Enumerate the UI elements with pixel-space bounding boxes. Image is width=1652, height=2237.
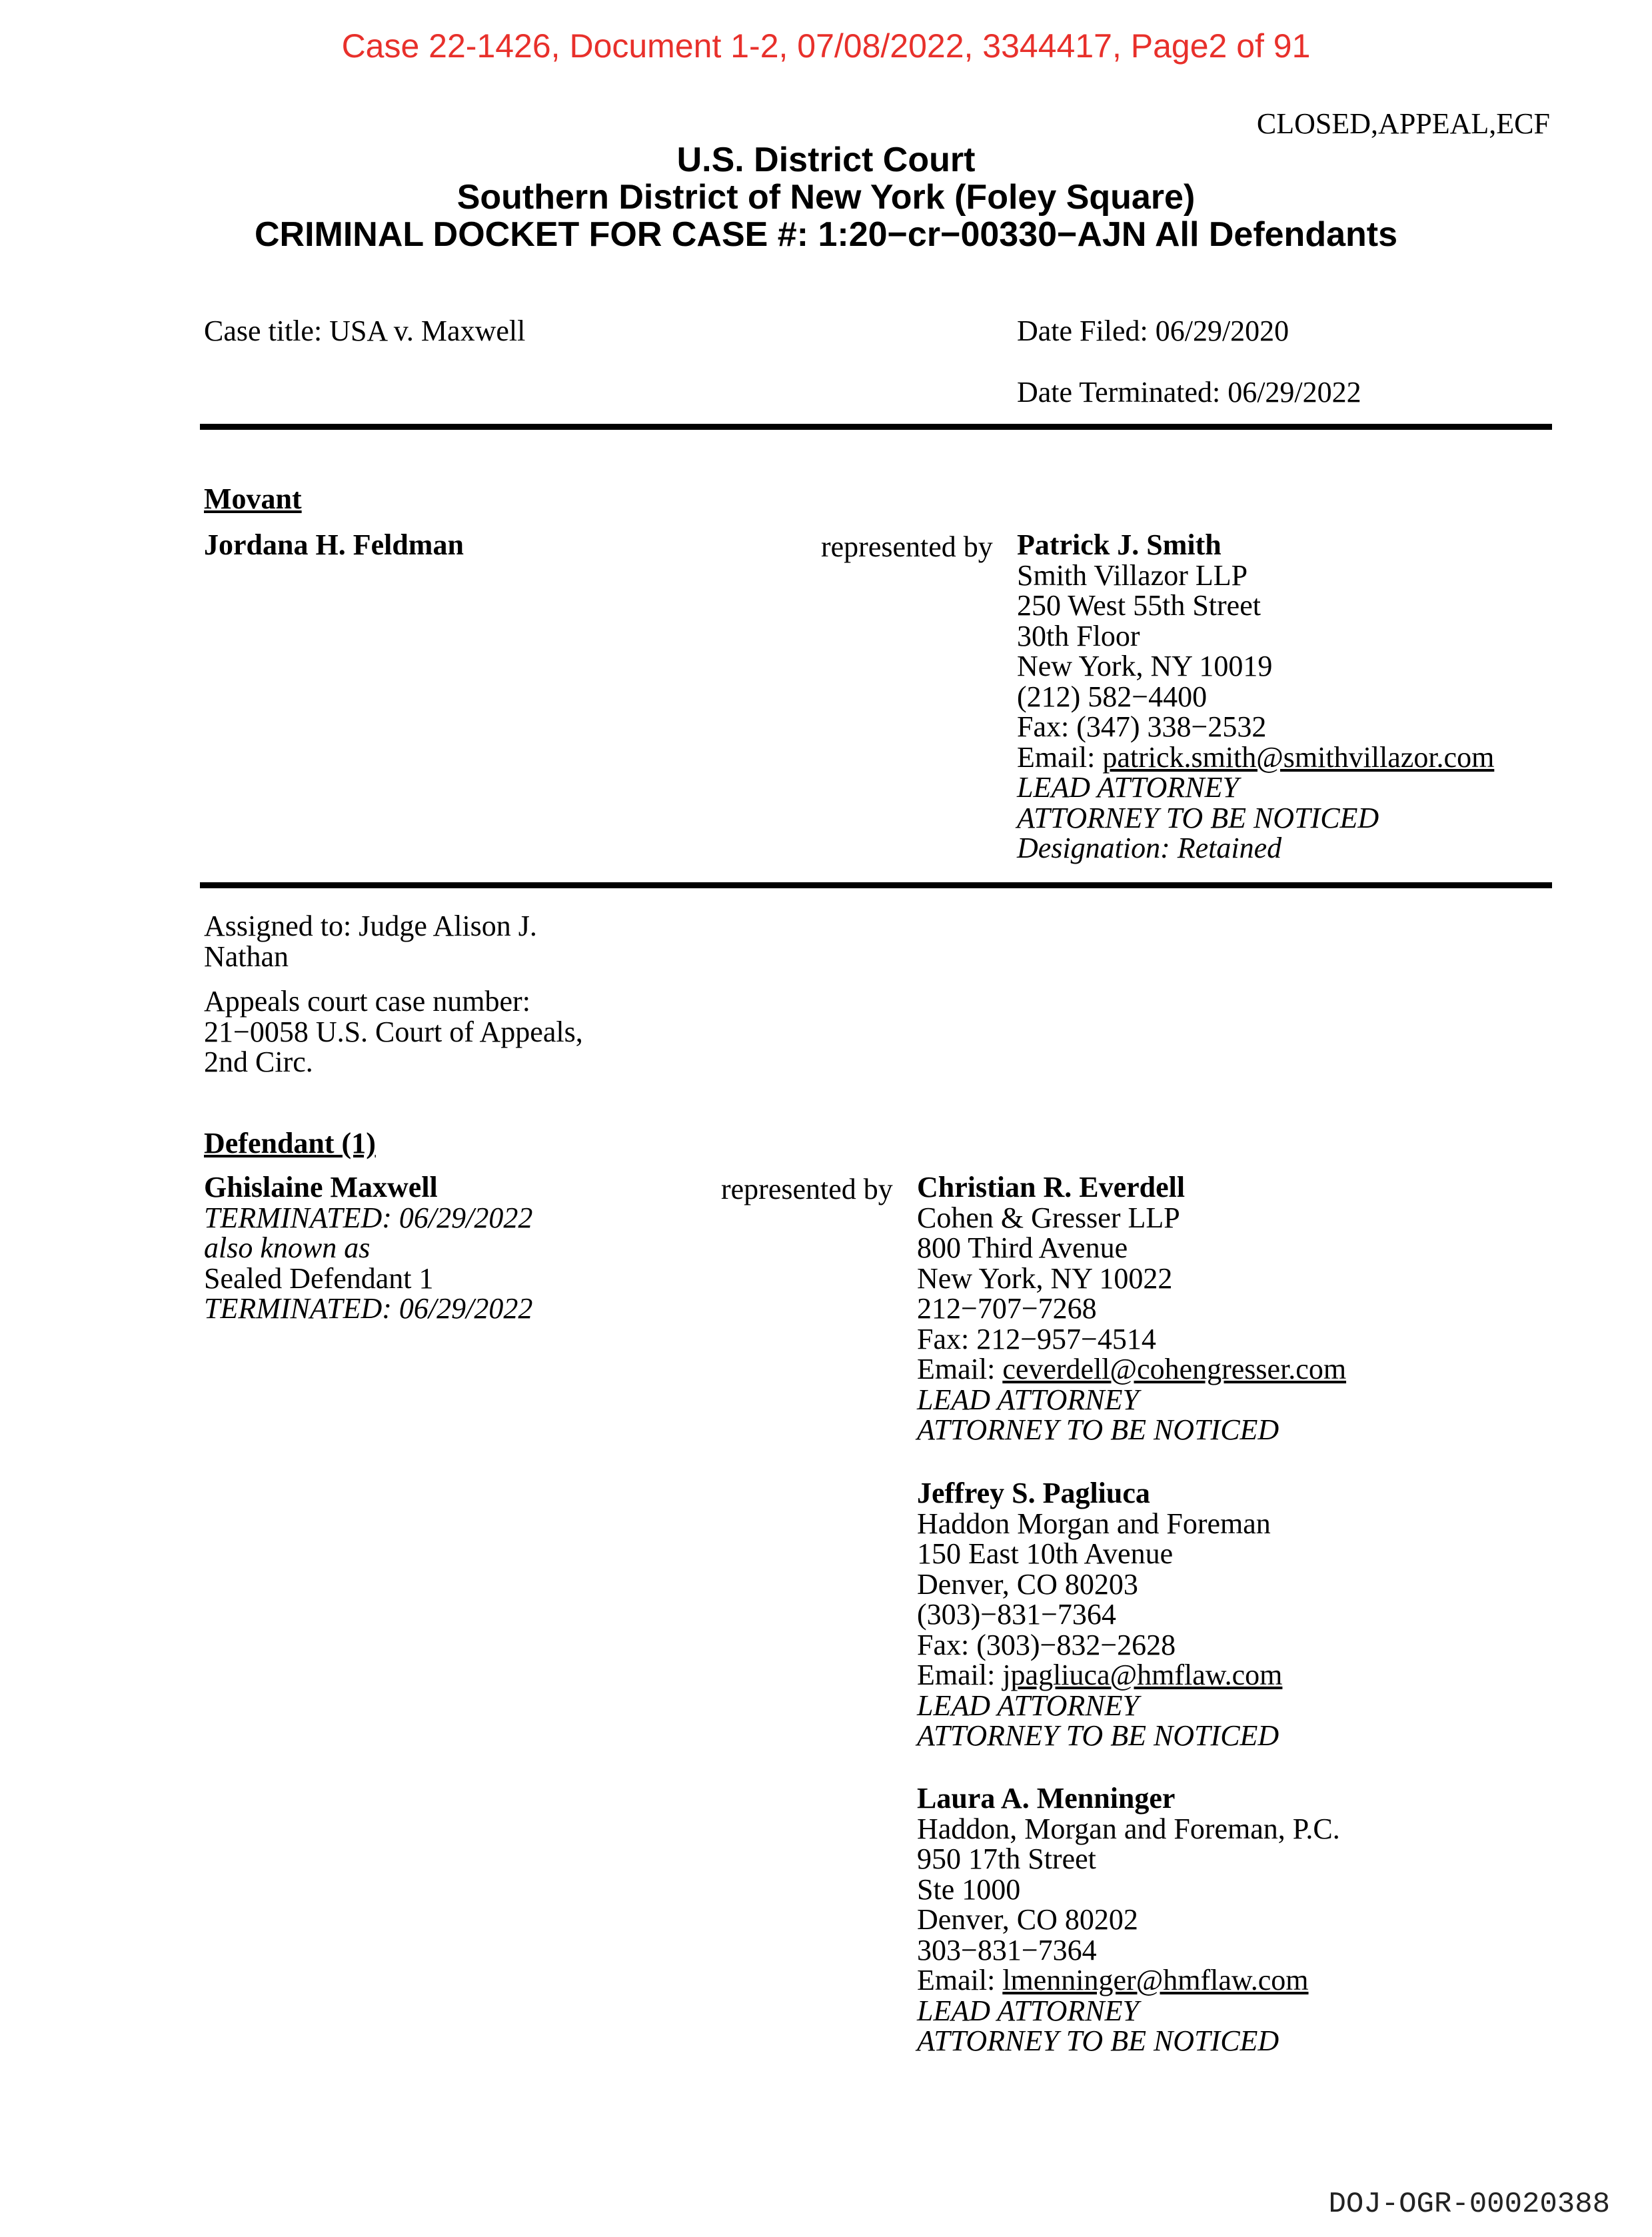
attorney-street: 800 Third Avenue bbox=[917, 1231, 1128, 1264]
defendant-name: Ghislaine Maxwell bbox=[204, 1171, 438, 1203]
docket-title: CRIMINAL DOCKET FOR CASE #: 1:20−cr−00330−AJN All Defendants bbox=[254, 215, 1398, 254]
email-link[interactable]: ceverdell@cohengresser.com bbox=[1002, 1353, 1347, 1385]
movant-attorney bbox=[1017, 530, 1494, 864]
movant-heading: Movant bbox=[204, 482, 302, 515]
attorney-fax: Fax: (347) 338−2532 bbox=[1017, 710, 1267, 743]
section-divider bbox=[200, 424, 1552, 430]
attorney-city: New York, NY 10022 bbox=[917, 1261, 1173, 1295]
bates-number: DOJ-OGR-00020388 bbox=[1328, 2188, 1610, 2221]
attorney-note-notice: ATTORNEY TO BE NOTICED bbox=[917, 1413, 1279, 1446]
attorney-firm: Smith Villazor LLP bbox=[1017, 558, 1248, 592]
attorney-note-lead: LEAD ATTORNEY bbox=[917, 1689, 1139, 1722]
date-terminated: Date Terminated: 06/29/2022 bbox=[1017, 376, 1361, 408]
attorney-firm: Haddon, Morgan and Foreman, P.C. bbox=[917, 1812, 1340, 1845]
attorney-fax: Fax: 212−957−4514 bbox=[917, 1322, 1156, 1355]
attorney-street: 250 West 55th Street bbox=[1017, 589, 1261, 622]
case-flags: CLOSED,APPEAL,ECF bbox=[1256, 107, 1550, 140]
represented-by-label: represented by bbox=[721, 1173, 893, 1205]
assignment-block bbox=[204, 911, 583, 1078]
alias-terminated: TERMINATED: 06/29/2022 bbox=[204, 1292, 533, 1325]
email-label: Email: bbox=[917, 1353, 1003, 1385]
attorney-name: Christian R. Everdell bbox=[917, 1171, 1186, 1203]
attorney-note-notice: ATTORNEY TO BE NOTICED bbox=[1017, 801, 1379, 834]
attorney-city: New York, NY 10019 bbox=[1017, 650, 1273, 682]
court-name: U.S. District Court bbox=[676, 141, 976, 179]
defendant-heading: Defendant (1) bbox=[204, 1127, 376, 1159]
attorney-note-lead: LEAD ATTORNEY bbox=[917, 1383, 1139, 1416]
attorney-city: Denver, CO 80202 bbox=[917, 1903, 1138, 1936]
attorney-phone: 303−831−7364 bbox=[917, 1933, 1097, 1966]
attorney-note-lead: LEAD ATTORNEY bbox=[1017, 771, 1239, 804]
defense-attorney bbox=[917, 1783, 1340, 2056]
defense-attorney bbox=[917, 1172, 1346, 1445]
attorney-fax: Fax: (303)−832−2628 bbox=[917, 1628, 1176, 1661]
court-district: Southern District of New York (Foley Square) bbox=[456, 178, 1196, 217]
attorney-name: Laura A. Menninger bbox=[917, 1782, 1176, 1815]
attorney-floor: 30th Floor bbox=[1017, 619, 1140, 652]
attorney-note-notice: ATTORNEY TO BE NOTICED bbox=[917, 2024, 1279, 2057]
attorney-street: 150 East 10th Avenue bbox=[917, 1537, 1174, 1570]
case-title: Case title: USA v. Maxwell bbox=[204, 315, 526, 347]
attorney-firm: Haddon Morgan and Foreman bbox=[917, 1507, 1271, 1540]
defense-attorney bbox=[917, 1478, 1282, 1751]
attorney-street: 950 17th Street bbox=[917, 1843, 1096, 1875]
represented-by-label: represented by bbox=[821, 530, 993, 563]
date-filed: Date Filed: 06/29/2020 bbox=[1017, 315, 1289, 347]
email-label: Email: bbox=[917, 1964, 1003, 1996]
attorney-note-notice: ATTORNEY TO BE NOTICED bbox=[917, 1719, 1279, 1752]
attorney-city: Denver, CO 80203 bbox=[917, 1567, 1138, 1601]
email-link[interactable]: patrick.smith@smithvillazor.com bbox=[1102, 740, 1495, 774]
attorney-name: Jeffrey S. Pagliuca bbox=[917, 1477, 1150, 1509]
attorney-email-line bbox=[1017, 742, 1494, 773]
email-link[interactable]: jpagliuca@hmflaw.com bbox=[1002, 1659, 1283, 1691]
defendant-aka-label: also known as bbox=[204, 1231, 371, 1264]
attorney-suite: Ste 1000 bbox=[917, 1872, 1021, 1906]
attorney-phone: (212) 582−4400 bbox=[1017, 680, 1208, 713]
email-label: Email: bbox=[1017, 740, 1103, 774]
attorney-note-designation: Designation: Retained bbox=[1017, 832, 1282, 864]
email-link[interactable]: lmenninger@hmflaw.com bbox=[1002, 1964, 1309, 1996]
assigned-judge-line2: Nathan bbox=[204, 940, 289, 973]
appeals-case-number: 21−0058 U.S. Court of Appeals, bbox=[204, 1015, 583, 1048]
attorney-email-line bbox=[917, 1354, 1346, 1385]
appeals-circuit: 2nd Circ. bbox=[204, 1046, 313, 1078]
court-title bbox=[0, 141, 1652, 253]
defendant-alias: Sealed Defendant 1 bbox=[204, 1261, 434, 1295]
case-header-stamp: Case 22-1426, Document 1-2, 07/08/2022, 3344417, Page2 of 91 bbox=[341, 27, 1311, 65]
attorney-note-lead: LEAD ATTORNEY bbox=[917, 1994, 1139, 2027]
attorney-firm: Cohen & Gresser LLP bbox=[917, 1201, 1180, 1234]
email-label: Email: bbox=[917, 1659, 1003, 1691]
appeals-case-label: Appeals court case number: bbox=[204, 985, 530, 1018]
attorney-phone: 212−707−7268 bbox=[917, 1292, 1097, 1325]
movant-name: Jordana H. Feldman bbox=[204, 528, 464, 561]
defendant-party bbox=[204, 1172, 532, 1324]
attorney-email-line bbox=[917, 1660, 1282, 1691]
defendant-terminated: TERMINATED: 06/29/2022 bbox=[204, 1201, 533, 1234]
section-divider bbox=[200, 882, 1552, 888]
movant-party bbox=[204, 530, 464, 560]
attorney-email-line bbox=[917, 1965, 1340, 1996]
attorney-name: Patrick J. Smith bbox=[1017, 528, 1222, 561]
attorney-phone: (303)−831−7364 bbox=[917, 1598, 1116, 1631]
assigned-judge-line1: Assigned to: Judge Alison J. bbox=[204, 910, 537, 942]
